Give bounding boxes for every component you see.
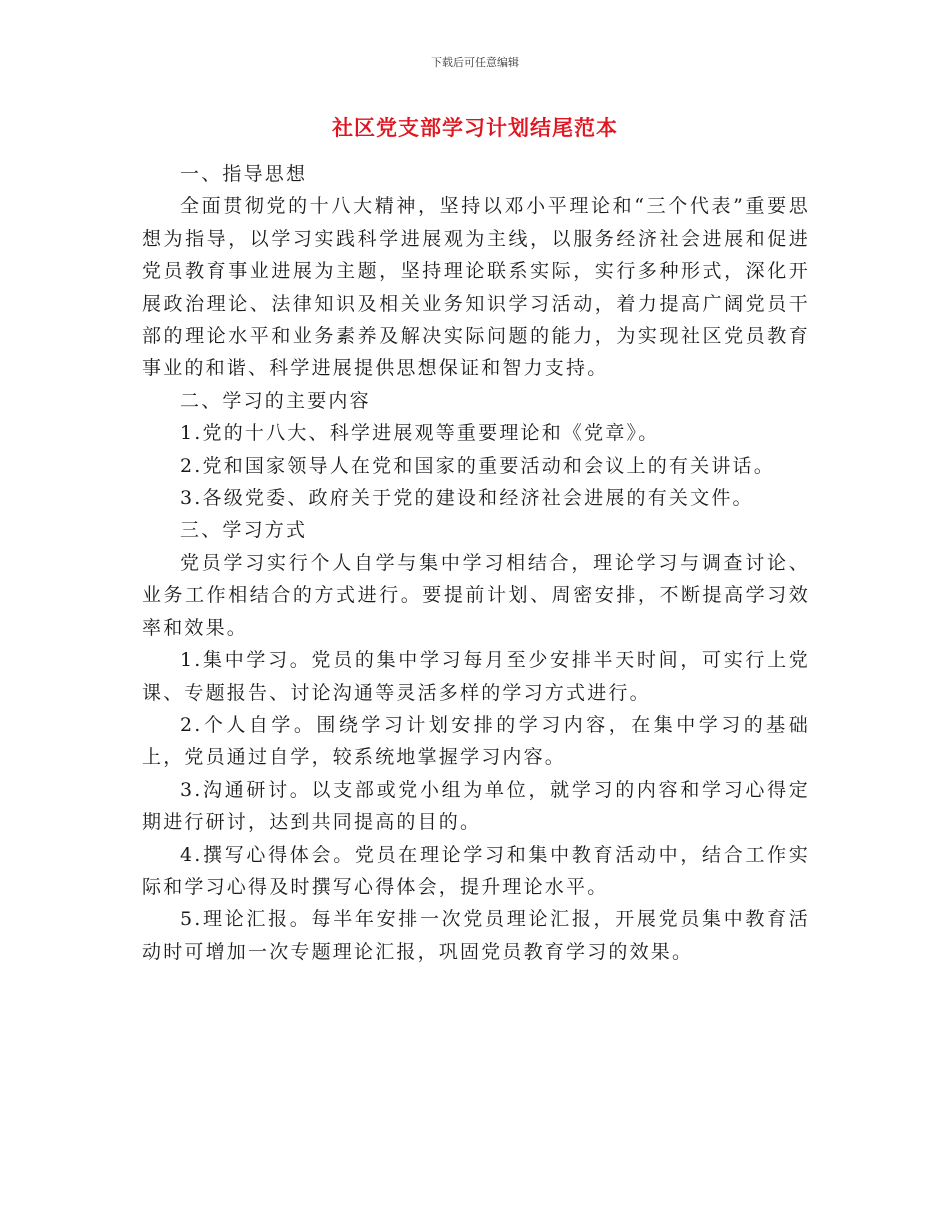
list-item: 2.个人自学。围绕学习计划安排的学习内容，在集中学习的基础上，党员通过自学，较系统地掌握学习内容。 [142,713,810,769]
list-item: 3.沟通研讨。以支部或党小组为单位，就学习的内容和学习心得定期进行研讨，达到共同提高的目的。 [142,778,810,834]
list-item: 4.撰写心得体会。党员在理论学习和集中教育活动中，结合工作实际和学习心得及时撰写心得体会，提升理论水平。 [142,843,810,898]
document-body [142,158,810,968]
paragraph: 全面贯彻党的十八大精神，坚持以邓小平理论和“三个代表”重要思想为指导，以学习实践科学进展观为主线，以服务经济社会进展和促进党员教育事业进展为主题，坚持理论联系实际，实行多种形式，深化开展政治理论、法律知识及相关业务知识学习活动，着力提高广阔党员干部的理论水平和业务素养及解决实际问题的能力，为实现社区党员教育事业的和谐、科学进展提供思想保证和智力支持。 [142,195,810,380]
document-title: 社区党支部学习计划结尾范本 [332,116,618,140]
list-item: 2.党和国家领导人在党和国家的重要活动和会议上的有关讲话。 [180,454,775,477]
list-item: 1.党的十八大、科学进展观等重要理论和《党章》。 [180,422,660,445]
section-heading: 二、学习的主要内容 [180,389,371,412]
list-item: 1.集中学习。党员的集中学习每月至少安排半天时间，可实行上党课、专题报告、讨论沟通等灵活多样的学习方式进行。 [142,649,810,704]
section-heading: 一、指导思想 [180,163,308,185]
paragraph: 党员学习实行个人自学与集中学习相结合，理论学习与调查讨论、业务工作相结合的方式进行。要提前计划、周密安排，不断提高学习效率和效果。 [142,551,810,639]
section-heading: 三、学习方式 [180,519,308,542]
header-note: 下载后可任意编辑 [431,56,519,69]
list-item: 5.理论汇报。每半年安排一次党员理论汇报，开展党员集中教育活动时可增加一次专题理论汇报，巩固党员教育学习的效果。 [142,908,810,963]
list-item: 3.各级党委、政府关于党的建设和经济社会进展的有关文件。 [180,487,754,510]
